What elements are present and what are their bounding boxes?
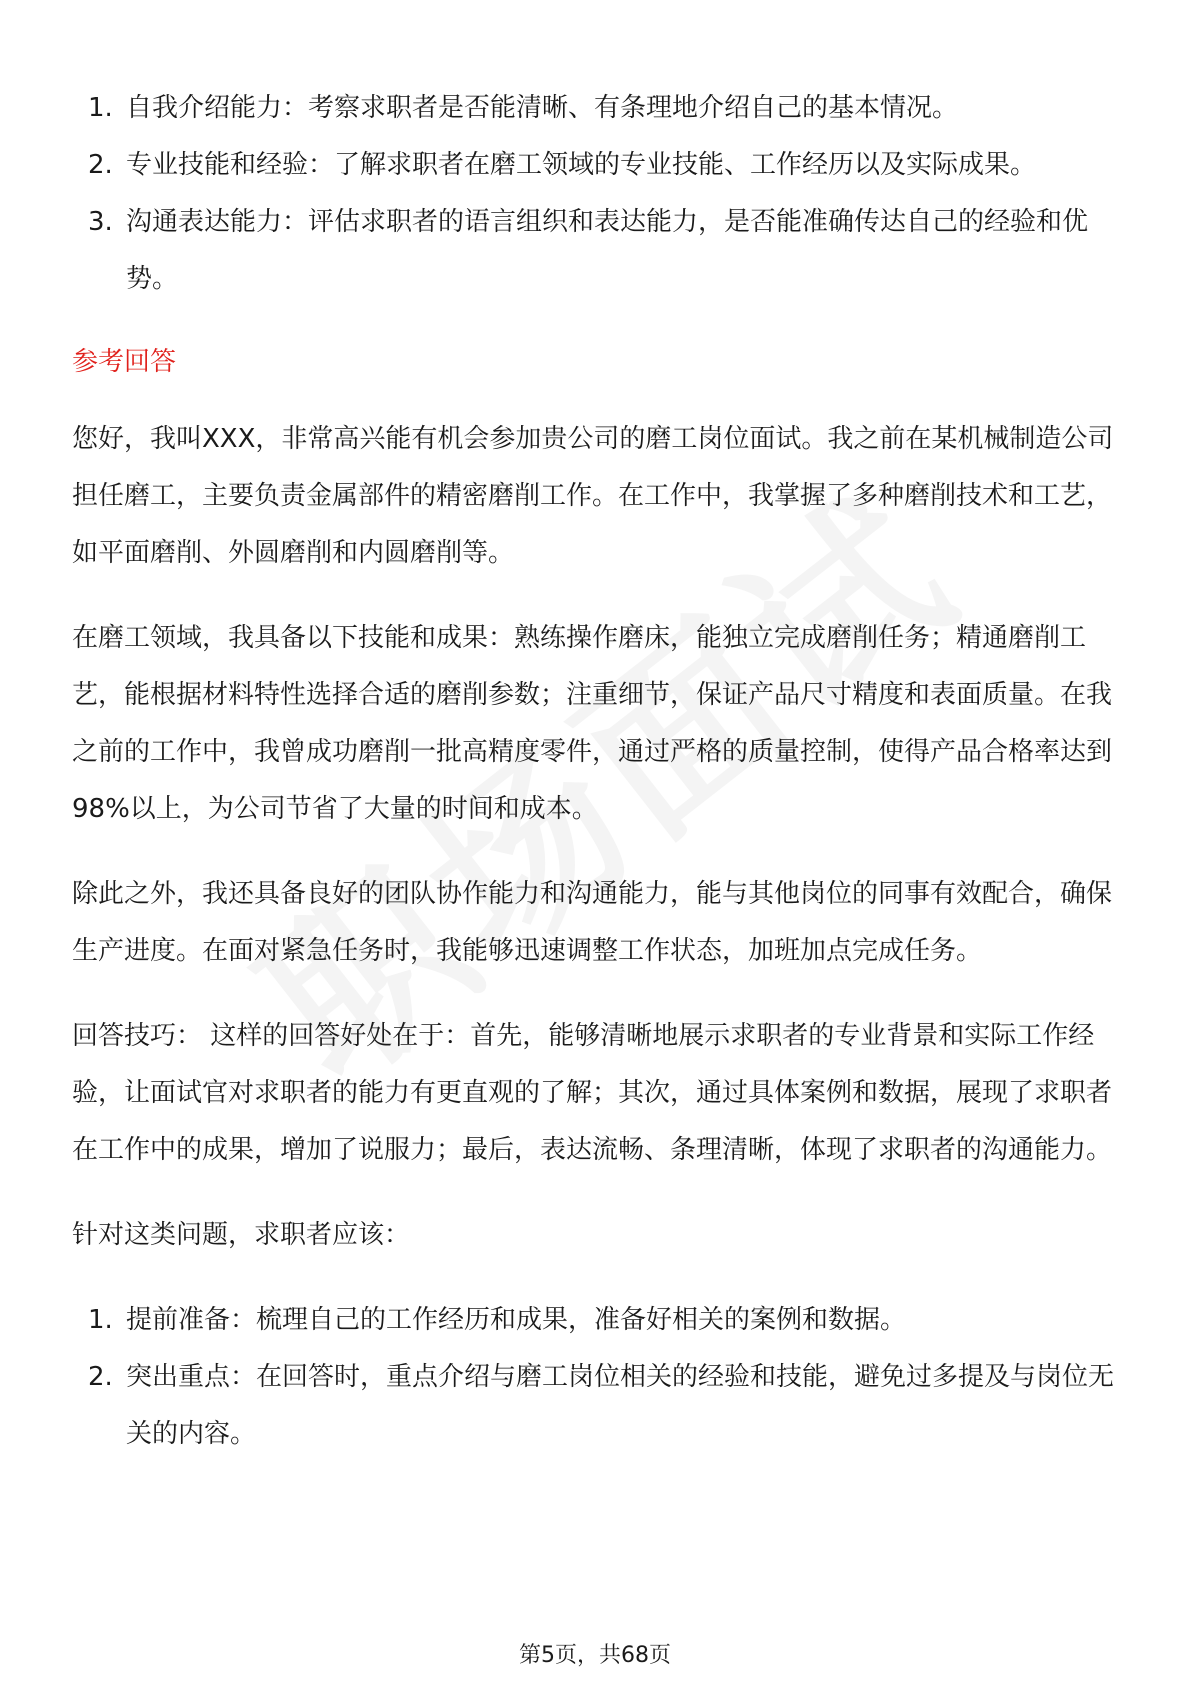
list-item-number: 1. xyxy=(88,93,113,123)
advice-list xyxy=(72,1292,1122,1463)
list-item-text: 自我介绍能力：考察求职者是否能清晰、有条理地介绍自己的基本情况。 xyxy=(126,93,959,123)
list-item-number: 2. xyxy=(88,1362,113,1392)
list-item xyxy=(72,1349,1122,1463)
list-item-text: 提前准备：梳理自己的工作经历和成果，准备好相关的案例和数据。 xyxy=(126,1305,907,1335)
answer-paragraph: 您好，我叫XXX，非常高兴能有机会参加贵公司的磨工岗位面试。我之前在某机械制造公司担任磨工，主要负责金属部件的精密磨削工作。在工作中，我掌握了多种磨削技术和工艺，如平面磨削、外圆磨削和内圆磨削等。 xyxy=(72,424,1114,568)
section-title: 参考回答 xyxy=(72,347,177,377)
list-item xyxy=(72,194,1122,308)
tips-paragraph: 回答技巧： 这样的回答好处在于：首先，能够清晰地展示求职者的专业背景和实际工作经验，让面试官对求职者的能力有更直观的了解；其次，通过具体案例和数据，展现了求职者在工作中的成果，增加了说服力；最后，表达流畅、条理清晰，体现了求职者的沟通能力。 xyxy=(72,1021,1113,1165)
page-content xyxy=(72,80,1122,1463)
advice-intro: 针对这类问题，求职者应该： xyxy=(72,1220,411,1250)
answer-paragraph: 除此之外，我还具备良好的团队协作能力和沟通能力，能与其他岗位的同事有效配合，确保生产进度。在面对紧急任务时，我能够迅速调整工作状态，加班加点完成任务。 xyxy=(72,879,1113,966)
list-item xyxy=(72,1292,1122,1349)
criteria-list xyxy=(72,80,1122,308)
list-item-number: 1. xyxy=(88,1305,113,1335)
list-item-text: 突出重点：在回答时，重点介绍与磨工岗位相关的经验和技能，避免过多提及与岗位无关的内容。 xyxy=(126,1362,1115,1449)
list-item-number: 3. xyxy=(88,207,113,237)
list-item-text: 专业技能和经验：了解求职者在磨工领域的专业技能、工作经历以及实际成果。 xyxy=(126,150,1037,180)
list-item-text: 沟通表达能力：评估求职者的语言组织和表达能力，是否能准确传达自己的经验和优势。 xyxy=(126,207,1089,294)
list-item xyxy=(72,80,1122,137)
page-footer: 第5页，共68页 xyxy=(519,1643,671,1668)
answer-paragraph: 在磨工领域，我具备以下技能和成果：熟练操作磨床，能独立完成磨削任务；精通磨削工艺，能根据材料特性选择合适的磨削参数；注重细节，保证产品尺寸精度和表面质量。在我之前的工作中，我曾成功磨削一批高精度零件，通过严格的质量控制，使得产品合格率达到98%以上，为公司节省了大量的时间和成本。 xyxy=(72,623,1113,824)
list-item-number: 2. xyxy=(88,150,113,180)
list-item xyxy=(72,137,1122,194)
